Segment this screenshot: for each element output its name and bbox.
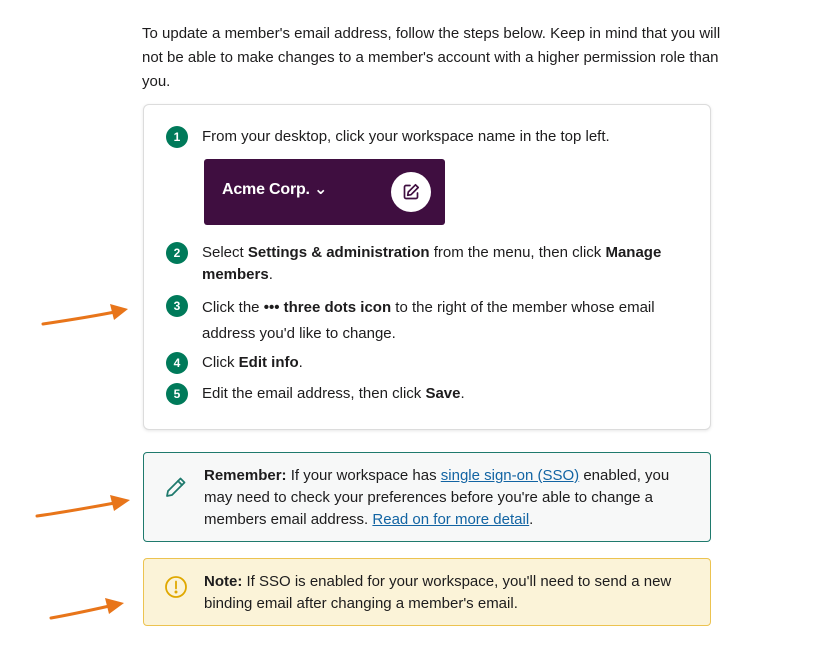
steps-card bbox=[143, 104, 711, 430]
step-text: From your desktop, click your workspace name in the top left. bbox=[202, 128, 610, 145]
remember-text: Remember: If your workspace has single sign-on (SSO) enabled, you may need to check your preferences before you're able to change a members email address. Read on for more detail. bbox=[204, 467, 670, 528]
pencil-icon bbox=[164, 475, 188, 506]
note-callout bbox=[143, 558, 711, 626]
step-text: Click Edit info. bbox=[202, 354, 303, 371]
step-text: Select Settings & administration from the menu, then click Manage members. bbox=[202, 244, 662, 283]
read-more-link[interactable]: Read on for more detail bbox=[372, 511, 530, 528]
warning-circle-icon bbox=[164, 575, 188, 606]
remember-callout bbox=[143, 452, 711, 542]
workspace-name[interactable]: Acme Corp. ⌄ bbox=[222, 181, 328, 198]
arrow-icon bbox=[40, 300, 132, 330]
arrow-icon bbox=[34, 490, 134, 522]
compose-icon[interactable] bbox=[391, 172, 431, 212]
step-text: Click the ••• three dots icon to the right of the member whose email address you'd like to change. bbox=[202, 299, 655, 342]
note-text: Note: If SSO is enabled for your workspace, you'll need to send a new binding email after changing a member's email. bbox=[204, 573, 672, 612]
step-number-badge: 4 bbox=[166, 352, 188, 374]
three-dots-icon: ••• bbox=[263, 299, 280, 316]
intro-paragraph: To update a member's email address, follow the steps below. Keep in mind that you will not be able to make changes to a member's account with a higher permission role than you. bbox=[142, 25, 721, 90]
sso-link[interactable]: single sign-on (SSO) bbox=[440, 467, 580, 484]
workspace-banner[interactable] bbox=[204, 159, 445, 225]
step-number-badge: 1 bbox=[166, 126, 188, 148]
step-text: Edit the email address, then click Save. bbox=[202, 385, 465, 402]
step-number-badge: 2 bbox=[166, 242, 188, 264]
arrow-icon bbox=[48, 594, 128, 624]
step-number-badge: 3 bbox=[166, 295, 188, 317]
step-number-badge: 5 bbox=[166, 383, 188, 405]
